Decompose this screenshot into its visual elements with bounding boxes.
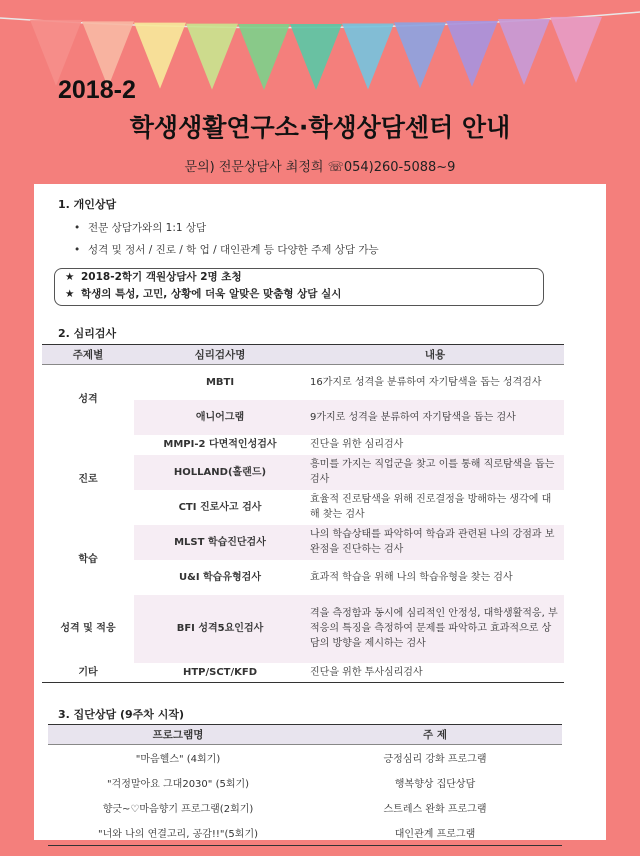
table-row: 성격 MBTI 16가지로 성격을 분류하여 자기탐색을 돕는 성격검사 xyxy=(42,365,564,400)
table-row: 향긋~♡마음향기 프로그램(2회기) 스트레스 완화 프로그램 xyxy=(102,804,487,815)
table-row: U&I 학습유형검사 효과적 학습을 위해 나의 학습유형을 찾는 검사 xyxy=(178,571,513,583)
table-row: 기타 HTP/SCT/KFD 진단을 위한 투사심리검사 xyxy=(42,663,564,683)
table-row: CTI 진로사고 검사 효율적 진로탐색을 위해 진로결정을 방해하는 생각에 대해 찾는 검사 xyxy=(178,494,552,520)
pennant-flag xyxy=(134,23,186,89)
section2-title: 2. 심리검사 xyxy=(58,327,117,340)
group-counseling-table xyxy=(48,724,562,846)
table-row: HOLLAND(홀랜드) 흥미를 가지는 직업군을 찾고 이를 통해 직로탐색을 돕는 검사 xyxy=(42,455,564,490)
pennant-flag xyxy=(290,24,342,90)
table-header-row: 프로그램명 주 제 xyxy=(48,725,562,745)
table-row: 애니어그램 9가지로 성격을 분류하여 자기탐색을 돕는 검사 xyxy=(42,400,564,435)
star-icon: ★ xyxy=(65,271,75,283)
document-panel xyxy=(34,184,606,840)
psych-test-table xyxy=(42,344,564,683)
section1-title: 1. 개인상담 xyxy=(58,198,117,211)
pennant-flag xyxy=(186,24,238,90)
table-row: "걱정말아요 그대2030" (5회기) 행복향상 집단상담 xyxy=(106,779,476,790)
table-header-row: 주제별 심리검사명 내용 xyxy=(42,345,564,365)
pennant-flag xyxy=(498,19,550,85)
page-title: 학생생활연구소·학생상담센터 안내 xyxy=(129,113,511,142)
notice-line: ★ 학생의 특성, 고민, 상황에 더욱 알맞은 맞춤형 상담 실시 xyxy=(55,286,543,303)
table-row: "너와 나의 연결고리, 공감!!"(5회기) 대인관계 프로그램 xyxy=(48,820,562,846)
table-row: 학습 MLST 학습진단검사 나의 학습상태를 파악하여 학습과 관련된 나의 강점과 보완점을 진단하는 검사 xyxy=(42,525,564,560)
year-label: 2018-2 xyxy=(58,76,136,104)
pennant-flag xyxy=(342,23,394,89)
table-row: 진로 MMPI-2 다면적인성검사 진단을 위한 심리검사 xyxy=(42,435,564,455)
table-row: 성격 및 적응 BFI 성격5요인검사 격을 측정함과 동시에 심리적인 안정성, 대학생활적응, 부적응의 특징을 측정하여 문제를 파악하고 효과적으로 상담의 방향을 제시하는 검사 xyxy=(42,595,564,663)
contact-info: 문의) 전문상담사 최정희 ☏054)260-5088~9 xyxy=(184,160,456,175)
pennant-flag xyxy=(550,17,602,83)
star-icon: ★ xyxy=(65,288,75,300)
pennant-flag xyxy=(394,22,446,88)
notice-box xyxy=(54,268,544,306)
section3-title: 3. 집단상담 (9주차 시작) xyxy=(58,708,185,721)
section1-bullet: • 전문 상담가와의 1:1 상담 xyxy=(74,222,207,234)
pennant-flag xyxy=(238,24,290,90)
bullet-icon: • xyxy=(74,222,81,234)
pennant-flag xyxy=(446,21,498,87)
bullet-icon: • xyxy=(74,244,81,256)
section1-bullet: • 성격 및 정서 / 진로 / 학 업 / 대인관계 등 다양한 주제 상담 가능 xyxy=(74,244,379,256)
table-row: "마음헬스" (4회기) 긍정심리 강화 프로그램 xyxy=(135,754,487,765)
notice-line: ★ 2018-2학기 객원상담사 2명 초청 xyxy=(55,269,543,286)
